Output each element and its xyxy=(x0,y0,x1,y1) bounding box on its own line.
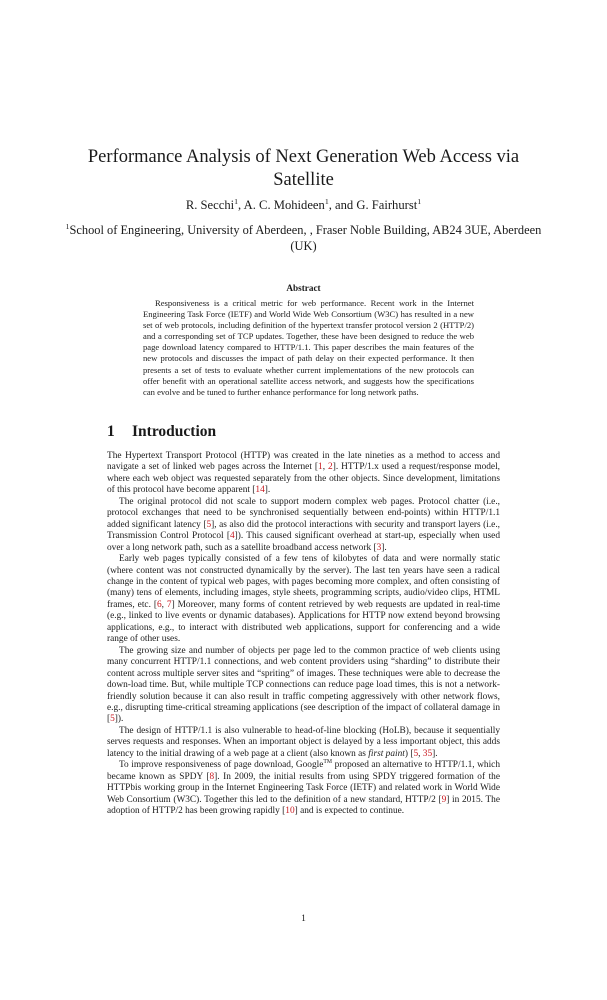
citation-link[interactable]: 10 xyxy=(285,806,295,817)
text-run: ] and is expected to continue. xyxy=(294,806,405,817)
text-run: ] in 2015. The adoption of HTTP/2 has been growing rapidly [ xyxy=(107,794,500,817)
section-heading xyxy=(107,423,216,441)
body-paragraph xyxy=(107,497,500,554)
section-title: Introduction xyxy=(132,423,217,440)
text-run: ]). xyxy=(114,714,124,725)
text-run: The original protocol did not scale to support modern complex web pages. Protocol chatter (i.e., protocol exchanges that need to be synchronised sequentially between end-points) within HTTP/1.1 added significant latency [ xyxy=(107,496,500,530)
body-paragraph xyxy=(107,554,500,646)
citation-link[interactable]: 1 xyxy=(318,462,323,473)
text-run: ]. In 2009, the initial results from using SPDY triggered formation of the HTTPbis working group in the Internet Engineering Task Force (IETF) and related work in World Wide Web Consortium (W3C). Together this led to the definition of a new standard, HTTP/2 [ xyxy=(107,771,500,805)
author-name: A. C. Mohideen xyxy=(243,198,325,212)
emphasis-text: first paint xyxy=(368,748,405,759)
citation-link[interactable]: 35 xyxy=(422,748,433,759)
abstract-heading: Abstract xyxy=(286,283,321,293)
text-run: ]. xyxy=(432,748,438,759)
text-run: ] Moreover, many forms of content retrieved by web requests are updated in real-time (e.g., linked to live events or dynamic databases). Applications for HTTP now extend beyond browsing applications, e.g., to interact with distributed web applications, support for conferencing and a wide range of other uses. xyxy=(107,599,501,645)
affiliation-text: School of Engineering, University of Aberdeen, , Fraser Noble Building, AB24 3UE, Aberdeen (UK) xyxy=(69,223,542,253)
citation-link[interactable]: 8 xyxy=(209,771,215,782)
text-run: ) [ xyxy=(404,748,414,759)
author-affiliation-mark: 1 xyxy=(234,196,239,206)
author-affiliation-mark: 1 xyxy=(417,196,422,206)
text-run: , xyxy=(161,599,167,610)
affiliation xyxy=(60,222,547,254)
citation-link[interactable]: 9 xyxy=(441,794,447,805)
section-number: 1 xyxy=(107,423,115,440)
author-affiliation-mark: 1 xyxy=(324,196,329,206)
citation-link[interactable]: 5 xyxy=(413,748,419,759)
citation-link[interactable]: 5 xyxy=(110,714,115,725)
text-run: proposed an alternative to HTTP/1.1, which became known as SPDY [ xyxy=(107,760,500,782)
text-run: The Hypertext Transport Protocol (HTTP) was created in the late nineties as a method to access and navigate a set of linked web pages across the Internet [ xyxy=(107,451,500,473)
text-run: Early web pages typically consisted of a few tens of kilobytes of data and were normally static (where content was not constructed dynamically by the server). The last ten years have seen a radical change in the content of typical web pages, with pages becoming more complex, and often consisting of (many) tens of elements, including images, style sheets, programming scripts, audio/video clips, HTML frames, etc. [ xyxy=(107,554,500,610)
body-paragraph xyxy=(107,646,500,726)
text-run: The design of HTTP/1.1 is also vulnerable to head-of-line blocking (HoLB), because it sequentially serves requests and responses. When an important object is delayed by a less important object, this adds latency to the initial drawing of a web page at a client (also known as xyxy=(107,725,500,759)
section-body xyxy=(107,451,500,818)
citation-link[interactable]: 3 xyxy=(376,542,382,553)
text-run: ]). This caused significant overhead at start-up, especially when used over a long network path, such as a satellite broadband access network [ xyxy=(107,531,500,553)
body-paragraph xyxy=(107,451,500,497)
text-run: To improve responsiveness of page download, Google xyxy=(119,760,324,771)
text-run: ]. xyxy=(381,542,387,553)
trademark-superscript: TM xyxy=(323,759,333,766)
page-number: 1 xyxy=(301,914,306,924)
affiliation-mark: 1 xyxy=(65,221,70,231)
author-name: G. Fairhurst xyxy=(356,198,418,212)
author-list xyxy=(60,198,547,213)
text-run: ]. xyxy=(264,485,271,496)
author-separator: , and xyxy=(328,198,357,212)
citation-link[interactable]: 4 xyxy=(229,531,235,542)
author-name: R. Secchi xyxy=(185,198,235,212)
abstract-text: Responsiveness is a critical metric for web performance. Recent work in the Internet Engineering Task Force (IETF) and World Wide Web Consortium (W3C) has resulted in a new set of web protocols, including definition of the hypertext transfer protocol version 2 (HTTP/2) and a corresponding set of TCP updates. Together, these have been designed to reduce the web page download latency compared to HTTP/1.1. This paper describes the main features of the new protocols and discusses the impact of path delay on their expected performance. It then presents a set of tests to evaluate whether current implementations of the new protocols can offer benefit with an operational satellite access network, and suggests how the specifications can evolve and be tuned to further enhance performance for long network paths. xyxy=(143,298,474,397)
text-run: , xyxy=(418,748,423,759)
paper-title: Performance Analysis of Next Generation Web Access via Satellite xyxy=(87,147,520,190)
citation-link[interactable]: 7 xyxy=(166,599,172,610)
text-run: ], as also did the protocol interactions with security and transport layers (i.e., Transmission Control Protocol [ xyxy=(107,519,500,542)
body-paragraph xyxy=(107,760,500,817)
text-run: ]. HTTP/1.x used a request/response model, where each web object was requested separately from the other objects. Since development, limitations of this protocol have become apparent [ xyxy=(107,462,501,496)
text-run: The growing size and number of objects per page led to the common practice of web clients using many concurrent HTTP/1.1 connections, and web content providers using “sharding” to distribute their content across multiple server sites and “spriting” of images. These techniques were able to decrease the down-load time. But, while multiple TCP connections can reduce page load times, this is not a network-friendly solution because it can also result in traffic competing aggressively with other network flows, e.g., disrupting time-critical streaming applications (see description of the impact of collateral damage in [ xyxy=(107,645,500,725)
text-run: , xyxy=(322,462,329,473)
citation-link[interactable]: 5 xyxy=(206,519,212,530)
citation-link[interactable]: 6 xyxy=(156,599,162,610)
body-paragraph xyxy=(107,726,500,760)
author-separator: , xyxy=(238,198,244,212)
citation-link[interactable]: 14 xyxy=(255,485,265,496)
citation-link[interactable]: 2 xyxy=(328,462,333,473)
